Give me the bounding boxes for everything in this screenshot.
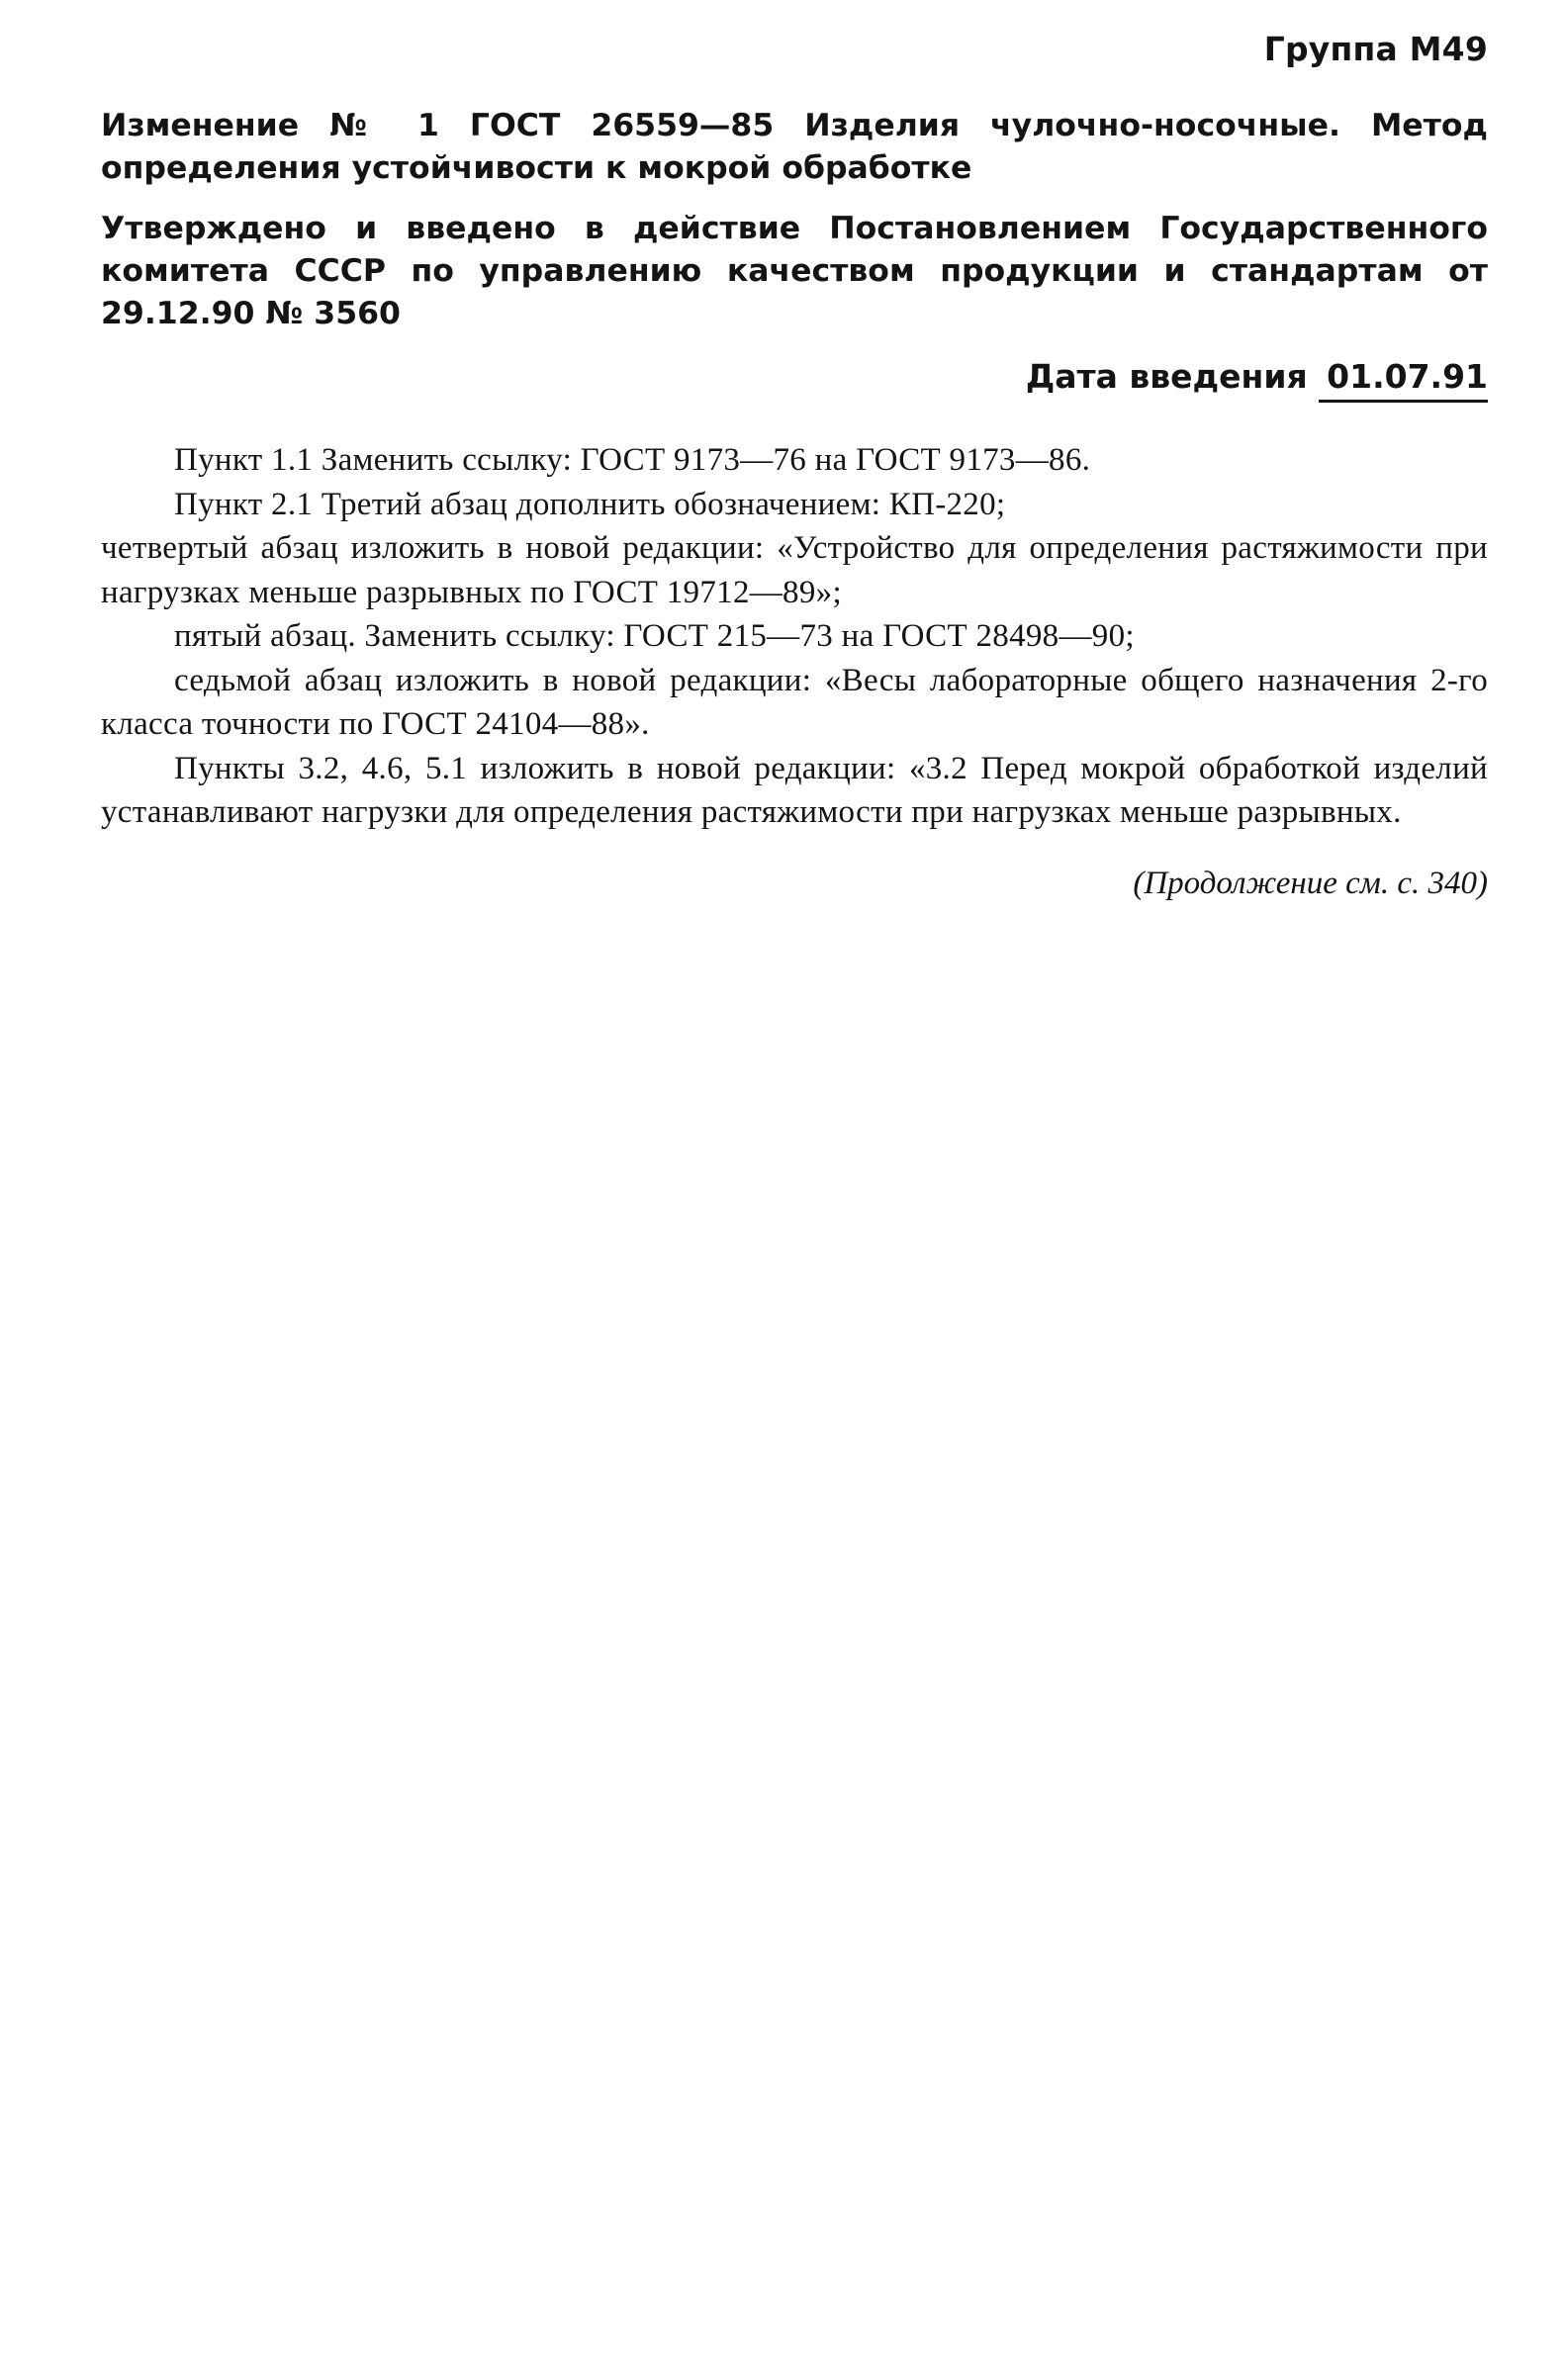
amendment-body [101, 438, 1488, 835]
paragraph-seventh-indent: седьмой абзац изложить в новой редакции: «Весы лабораторные общего назначения 2-го класса точности по ГОСТ 24104—88». [101, 662, 1488, 743]
introduction-date [101, 357, 1488, 404]
paragraph-clause-2-1: Пункт 2.1 Третий абзац дополнить обозначением: КП-220; [174, 486, 1006, 522]
paragraph-fourth-indent: четвертый абзац изложить в новой редакции: «Устройство для определения растяжимости при нагрузках меньше разрывных по ГОСТ 19712—89»; [101, 530, 1488, 610]
paragraph-fifth-indent: пятый абзац. Заменить ссылку: ГОСТ 215—73 на ГОСТ 28498—90; [174, 618, 1135, 655]
document-page [101, 30, 1488, 903]
change-title: Изменение № 1 ГОСТ 26559—85 Изделия чулочно-носочные. Метод определения устойчивости к мокрой обработке [101, 107, 1488, 186]
continuation-note: (Продолжение см. с. 340) [1133, 865, 1488, 901]
introduction-date-value: 01.07.91 [1319, 357, 1488, 404]
introduction-date-label: Дата введения [1025, 356, 1308, 396]
paragraph-clause-1-1: Пункт 1.1 Заменить ссылку: ГОСТ 9173—76 на ГОСТ 9173—86. [174, 442, 1091, 479]
classification-group: Группа М49 [1263, 30, 1488, 68]
paragraph-clauses-3-2: Пункты 3.2, 4.6, 5.1 изложить в новой редакции: «3.2 Перед мокрой обработкой изделий устанавливают нагрузки для определения растяжимости при нагрузках меньше разрывных. [101, 750, 1488, 831]
approval-statement: Утверждено и введено в действие Постановлением Государственного комитета СССР по управлению качеством продукции и стандартам от 29.12.90 № 3560 [101, 210, 1488, 331]
